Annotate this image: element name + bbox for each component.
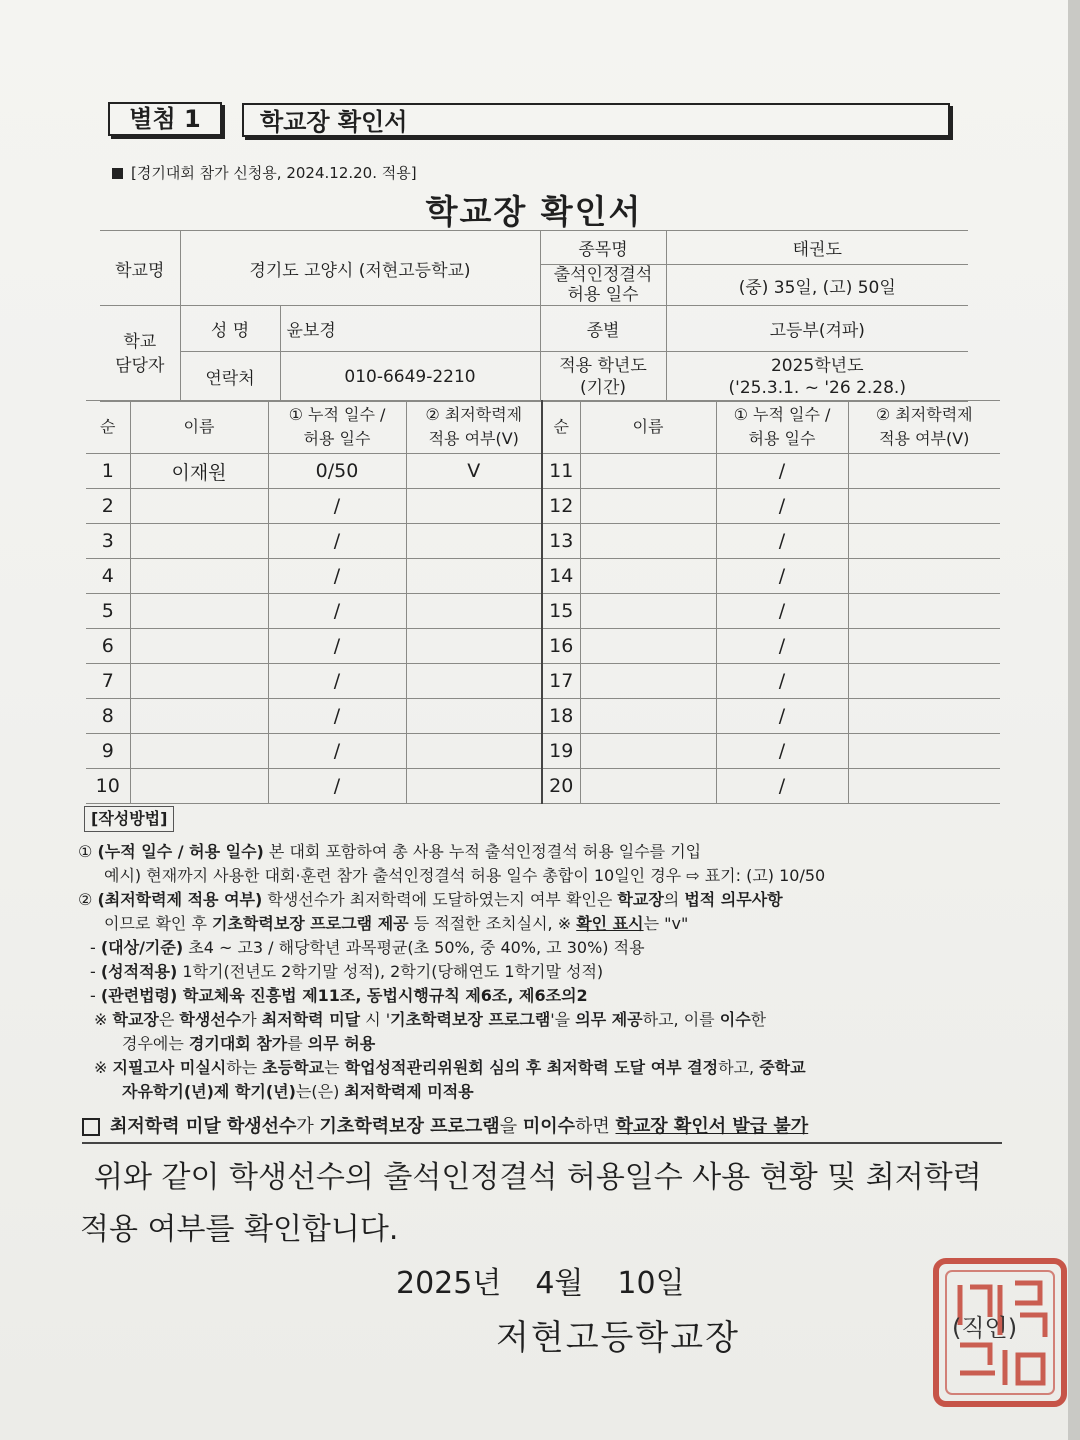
col-header-no: 순 — [86, 401, 130, 454]
t: 가 — [241, 1010, 262, 1029]
t: 기초학력보장 프로그램 제공 — [212, 914, 409, 933]
t: - — [90, 962, 101, 981]
table-row — [86, 594, 1000, 629]
cell-minimum — [406, 524, 542, 559]
t: 기초학력보장 프로그램 — [319, 1116, 500, 1137]
cell-no-2: 12 — [542, 489, 580, 524]
t: 하는 — [226, 1058, 263, 1077]
cell-no: 9 — [86, 734, 130, 769]
cell-minimum: V — [406, 454, 542, 489]
t: 는(은) — [295, 1082, 345, 1101]
method-line-4 — [78, 912, 1028, 936]
col-header-minimum-line1: ② 최저학력제 — [425, 405, 523, 424]
col-header-minimum-2-line1: ② 최저학력제 — [875, 405, 973, 424]
t: 1학기(전년도 2학기말 성적), 2학기(당해연도 1학기말 성적) — [177, 962, 604, 981]
allowed-days-value: (중) 35일, (고) 50일 — [666, 265, 968, 306]
t: (대상/기준) — [100, 938, 184, 957]
cell-no: 3 — [86, 524, 130, 559]
t: 최저학력 미달 학생선수 — [110, 1116, 297, 1137]
cell-days-2: / — [716, 594, 848, 629]
table-row — [86, 629, 1000, 664]
col-header-days-2-line1: ① 누적 일수 / — [733, 405, 831, 424]
cell-days: / — [268, 489, 406, 524]
arrow-box-icon — [82, 1118, 100, 1136]
cell-days-2: / — [716, 769, 848, 804]
attachment-title: 학교장 확인서 — [242, 103, 950, 137]
t: 지필고사 미실시 — [112, 1058, 227, 1077]
t: 확인 표시 — [576, 914, 644, 933]
cell-no: 2 — [86, 489, 130, 524]
method-line-2: 예시) 현재까지 사용한 대회·훈련 참가 출석인정결석 허용 일수 총합이 10일인 경우 ⇨ 표기: (고) 10/50 — [104, 866, 826, 885]
col-header-days-2 — [716, 401, 848, 454]
school-name-label: 학교명 — [100, 231, 180, 306]
division-value: 고등부(겨파) — [666, 306, 968, 352]
school-year-value-line2: ('25.3.1. ~ '26 2.28.) — [728, 377, 906, 398]
manager-name-label: 성 명 — [180, 306, 280, 352]
usage-note-text: [경기대회 참가 신청용, 2024.12.20. 적용] — [131, 164, 417, 182]
t: 경기대회 참가 — [188, 1034, 288, 1053]
cell-minimum — [406, 769, 542, 804]
method-line-8 — [78, 1008, 1028, 1032]
manager-label — [100, 306, 180, 402]
t: 이수 — [719, 1010, 751, 1029]
cell-minimum — [406, 489, 542, 524]
cell-name — [130, 559, 268, 594]
method-line-7 — [78, 984, 1028, 1008]
t: (성적적용) — [100, 962, 178, 981]
cell-minimum — [406, 629, 542, 664]
confirmation-line-2: 적용 여부를 확인합니다. — [80, 1212, 399, 1247]
cell-no: 5 — [86, 594, 130, 629]
t: ① — [78, 842, 98, 861]
t: 학교장 확인서 발급 불가 — [615, 1116, 809, 1137]
cell-no-2: 15 — [542, 594, 580, 629]
table-row — [86, 524, 1000, 559]
cell-no-2: 14 — [542, 559, 580, 594]
cell-days: / — [268, 664, 406, 699]
sport-value: 태권도 — [666, 231, 968, 265]
cell-name — [130, 769, 268, 804]
cell-days-2: / — [716, 559, 848, 594]
t: 본 대회 포함하여 총 사용 누적 출석인정결석 허용 일수를 기입 — [263, 842, 702, 861]
table-row — [86, 489, 1000, 524]
t: 하면 — [575, 1116, 616, 1137]
t: 법적 의무사항 — [684, 890, 783, 909]
table-row — [86, 559, 1000, 594]
t: - — [90, 938, 101, 957]
cell-name-2 — [580, 594, 716, 629]
cell-minimum-2 — [848, 489, 1000, 524]
cell-minimum — [406, 664, 542, 699]
method-heading: [작성방법] — [84, 806, 174, 832]
cell-minimum-2 — [848, 664, 1000, 699]
cell-name — [130, 699, 268, 734]
t: 의무 허용 — [307, 1034, 376, 1053]
date-day: 10일 — [617, 1266, 685, 1301]
contact-label: 연락처 — [180, 352, 280, 402]
division-label: 종별 — [540, 306, 666, 352]
cell-no: 8 — [86, 699, 130, 734]
usage-note — [112, 162, 417, 183]
method-line-10 — [78, 1056, 1028, 1080]
cell-minimum — [406, 594, 542, 629]
cell-minimum — [406, 559, 542, 594]
cell-no: 6 — [86, 629, 130, 664]
t: 초4 ~ 고3 / 해당학년 과목평균(초 50%, 중 40%, 고 30%) 적용 — [183, 938, 645, 957]
allowed-days-label — [540, 265, 666, 306]
t: (누적 일수 / 허용 일수) — [97, 842, 264, 861]
allowed-days-label-line2: 허용 일수 — [567, 285, 639, 305]
cell-minimum — [406, 734, 542, 769]
school-year-label-line2: (기간) — [579, 377, 627, 398]
t: 의 — [663, 890, 685, 909]
t: ② — [78, 890, 98, 909]
t: 중학교 — [759, 1058, 806, 1077]
t: 는 "v" — [643, 914, 689, 933]
cell-days: 0/50 — [268, 454, 406, 489]
t: 하고, 이를 — [642, 1010, 720, 1029]
cell-name-2 — [580, 524, 716, 559]
col-header-name: 이름 — [130, 401, 268, 454]
cell-no-2: 20 — [542, 769, 580, 804]
t: 최저학력 미달 — [261, 1010, 361, 1029]
cell-name-2 — [580, 664, 716, 699]
t: 은 — [158, 1010, 180, 1029]
cell-no-2: 11 — [542, 454, 580, 489]
manager-label-line1: 학교 — [123, 331, 157, 352]
t: 를 — [287, 1034, 308, 1053]
cell-name-2 — [580, 489, 716, 524]
document-title: 학교장 확인서 — [425, 192, 643, 231]
cell-days-2: / — [716, 524, 848, 559]
t: 시 ' — [360, 1010, 391, 1029]
col-header-minimum — [406, 401, 542, 454]
table-row — [86, 664, 1000, 699]
contact-value: 010-6649-2210 — [280, 352, 540, 402]
cell-minimum-2 — [848, 524, 1000, 559]
t: 학교장 — [617, 890, 664, 909]
signer-name: 저현고등학교장 — [496, 1318, 740, 1358]
cell-name: 이재원 — [130, 454, 268, 489]
t: 학생선수 — [179, 1010, 242, 1029]
table-row — [86, 769, 1000, 804]
method-line-9 — [78, 1032, 1028, 1056]
cell-name — [130, 629, 268, 664]
method-line-3 — [78, 888, 1028, 912]
seal-label: (직인) — [952, 1314, 1018, 1342]
cell-days-2: / — [716, 454, 848, 489]
manager-label-line2: 담당자 — [115, 355, 165, 376]
t: '을 — [550, 1010, 576, 1029]
method-line-5 — [78, 936, 1028, 960]
cell-days: / — [268, 629, 406, 664]
t: 초등학교 — [262, 1058, 325, 1077]
cell-name-2 — [580, 699, 716, 734]
cell-name-2 — [580, 559, 716, 594]
cell-no-2: 18 — [542, 699, 580, 734]
cell-no: 1 — [86, 454, 130, 489]
school-year-value-line1: 2025학년도 — [770, 355, 864, 376]
cell-name — [130, 664, 268, 699]
attachment-label: 별첨 1 — [108, 102, 222, 136]
t: 최저학력제 미적용 — [344, 1082, 474, 1101]
cell-name — [130, 594, 268, 629]
cell-days-2: / — [716, 699, 848, 734]
t: ※ — [94, 1010, 113, 1029]
col-header-days — [268, 401, 406, 454]
cell-no-2: 16 — [542, 629, 580, 664]
roster-table — [86, 400, 1000, 804]
t: 하고, — [718, 1058, 760, 1077]
cell-days: / — [268, 524, 406, 559]
t: 학업성적관리위원회 심의 후 최저학력 도달 여부 결정 — [344, 1058, 719, 1077]
t: 경우에는 — [122, 1034, 189, 1053]
t: ※ — [94, 1058, 113, 1077]
t: 을 — [499, 1116, 523, 1137]
school-name-value: 경기도 고양시 (저현고등학교) — [180, 231, 540, 306]
allowed-days-label-line1: 출석인정결석 — [553, 265, 653, 285]
date-month: 4월 — [535, 1266, 584, 1301]
t: 이므로 확인 후 — [104, 914, 212, 933]
cell-no-2: 19 — [542, 734, 580, 769]
cell-minimum-2 — [848, 734, 1000, 769]
school-year-label-line1: 적용 학년도 — [559, 355, 647, 376]
cell-days-2: / — [716, 629, 848, 664]
cell-minimum — [406, 699, 542, 734]
cell-no: 7 — [86, 664, 130, 699]
t: - — [90, 986, 101, 1005]
cell-no-2: 17 — [542, 664, 580, 699]
cell-days: / — [268, 594, 406, 629]
confirmation-line-1: 위와 같이 학생선수의 출석인정결석 허용일수 사용 현황 및 최저학력 — [94, 1160, 982, 1195]
method-line-6 — [78, 960, 1028, 984]
t: 기초학력보장 프로그램 — [390, 1010, 551, 1029]
t: 등 적절한 조치실시, ※ — [408, 914, 577, 933]
cell-days-2: / — [716, 664, 848, 699]
table-row — [86, 734, 1000, 769]
date-year: 2025년 — [396, 1266, 502, 1301]
cell-minimum-2 — [848, 769, 1000, 804]
school-year-label — [540, 352, 666, 402]
cell-name-2 — [580, 629, 716, 664]
cell-minimum-2 — [848, 559, 1000, 594]
col-header-days-line1: ① 누적 일수 / — [288, 405, 386, 424]
col-header-minimum-2-line2: 적용 여부(V) — [879, 429, 970, 448]
method-line-11 — [78, 1080, 1028, 1104]
t: 미이수 — [522, 1116, 575, 1137]
issue-date — [396, 1258, 719, 1302]
t: 한 — [750, 1010, 767, 1029]
col-header-days-line2: 허용 일수 — [303, 429, 371, 448]
cell-no-2: 13 — [542, 524, 580, 559]
square-bullet-icon — [112, 168, 123, 179]
t: 학생선수가 최저학력에 도달하였는지 여부 확인은 — [262, 890, 618, 909]
t: (관련법령) 학교체육 진흥법 제11조, 동법시행규칙 제6조, 제6조의2 — [100, 986, 588, 1005]
t: (최저학력제 적용 여부) — [97, 890, 263, 909]
info-table — [100, 230, 968, 402]
cell-no: 4 — [86, 559, 130, 594]
cell-minimum-2 — [848, 454, 1000, 489]
t: 의무 제공 — [575, 1010, 643, 1029]
cell-name-2 — [580, 769, 716, 804]
manager-name-value: 윤보경 — [280, 306, 540, 352]
table-row — [86, 699, 1000, 734]
cell-minimum-2 — [848, 699, 1000, 734]
school-year-value — [666, 352, 968, 402]
col-header-no-2: 순 — [542, 401, 580, 454]
cell-name-2 — [580, 734, 716, 769]
cell-days: / — [268, 769, 406, 804]
t: 가 — [296, 1116, 320, 1137]
cell-days-2: / — [716, 489, 848, 524]
cell-no: 10 — [86, 769, 130, 804]
cell-minimum-2 — [848, 629, 1000, 664]
cell-days: / — [268, 699, 406, 734]
cell-name — [130, 524, 268, 559]
cell-minimum-2 — [848, 594, 1000, 629]
method-line-1 — [78, 840, 1028, 864]
col-header-minimum-2 — [848, 401, 1000, 454]
t: 자유학기(년)제 학기(년) — [122, 1082, 296, 1101]
cell-days: / — [268, 734, 406, 769]
writing-method — [78, 806, 1028, 1104]
paper-edge-background — [1068, 0, 1080, 1440]
t: 학교장 — [112, 1010, 159, 1029]
cell-name-2 — [580, 454, 716, 489]
col-header-name-2: 이름 — [580, 401, 716, 454]
cell-name — [130, 489, 268, 524]
col-header-days-2-line2: 허용 일수 — [748, 429, 816, 448]
cell-name — [130, 734, 268, 769]
cell-days-2: / — [716, 734, 848, 769]
cell-days: / — [268, 559, 406, 594]
sport-label: 종목명 — [540, 231, 666, 265]
table-row — [86, 454, 1000, 489]
confirmation-statement — [80, 1152, 1020, 1256]
t: 는 — [324, 1058, 345, 1077]
col-header-minimum-line2: 적용 여부(V) — [428, 429, 519, 448]
issuance-warning — [82, 1112, 1002, 1144]
